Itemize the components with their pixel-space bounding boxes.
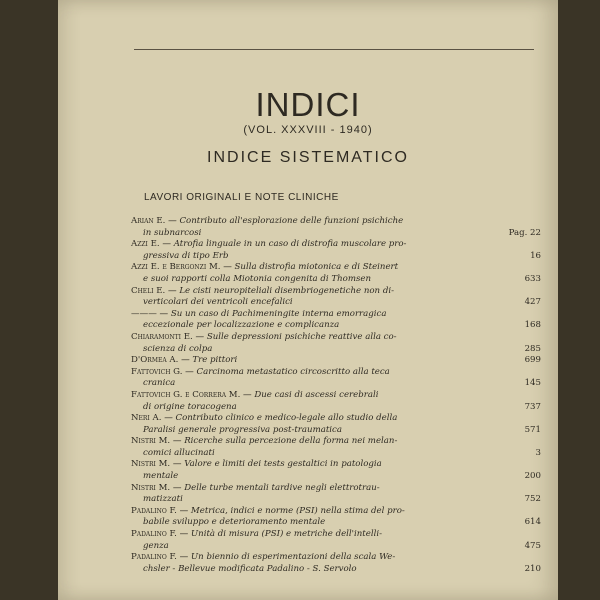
- entry-title: — Unità di misura (PSI) e metriche dell'intelli-: [176, 529, 383, 540]
- page-title: INDICI: [255, 86, 361, 123]
- entry-line-1: [131, 286, 507, 298]
- index-subtitle: INDICE SISTEMATICO: [207, 149, 409, 166]
- entry-line-1: [131, 309, 507, 321]
- entry-title-continuation: verticolari dei ventricoli encefalici: [143, 297, 293, 308]
- index-entry: [131, 216, 541, 239]
- index-entry: [131, 506, 541, 529]
- index-entry: [131, 459, 541, 482]
- entry-title: — Su un caso di Pachimeningite interna emorragica: [156, 308, 387, 319]
- entry-page-number: 3: [535, 447, 541, 458]
- entry-author: Padalino F.: [131, 505, 177, 516]
- entry-title: — Delle turbe mentali tardive negli elettrotrau-: [170, 482, 380, 493]
- entry-title: — Sulla distrofia miotonica e di Steinert: [220, 262, 399, 273]
- entry-line-1: [131, 413, 507, 425]
- entry-line-1: [131, 459, 507, 471]
- entry-line-1: [131, 216, 507, 228]
- entry-page-number: 752: [524, 494, 541, 505]
- entry-author: Fattovich G.: [131, 366, 183, 377]
- entry-page-number: 16: [530, 250, 541, 261]
- entry-page-number: 145: [524, 378, 541, 389]
- entry-title: — Carcinoma metastatico circoscritto alla teca: [182, 366, 390, 377]
- entry-title: — Sulle depressioni psichiche reattive alla co-: [192, 331, 397, 342]
- index-entry: [131, 436, 541, 459]
- index-entry: [131, 483, 541, 506]
- entry-title: — Atrofia linguale in un caso di distrofia muscolare pro-: [159, 239, 407, 250]
- entry-page-number: 633: [524, 273, 541, 284]
- entry-title-continuation: mentale: [143, 471, 179, 482]
- entry-page-number: 737: [524, 401, 541, 412]
- entry-author: Nistri M.: [131, 436, 171, 447]
- entry-line-1: [131, 529, 507, 541]
- entry-line-1: [131, 239, 507, 251]
- entry-author: Azzi E. e Bergonzi M.: [131, 262, 221, 273]
- entry-author: Chiaramonti E.: [131, 331, 193, 342]
- index-entry: [131, 309, 541, 332]
- entry-page-number: 427: [524, 297, 541, 308]
- index-entry: [131, 367, 541, 390]
- entry-title-continuation: in subnarcosi: [143, 227, 202, 238]
- entry-line-1: [131, 552, 507, 564]
- index-entry: [131, 390, 541, 413]
- entry-title-continuation: scienza di colpa: [143, 343, 213, 354]
- entry-title-continuation: cranica: [143, 378, 176, 389]
- index-entry: [131, 332, 541, 355]
- entry-title: — Le cisti neuropiteliali disembriogenetiche non di-: [165, 285, 394, 296]
- entry-author: Cheli E.: [131, 285, 166, 296]
- entry-title-continuation: Paralisi generale progressiva post-traumatica: [143, 424, 342, 435]
- index-entry: [131, 239, 541, 262]
- entry-page-number: 571: [524, 424, 541, 435]
- entry-author: Nistri M.: [131, 482, 171, 493]
- entry-line-1: [131, 262, 507, 274]
- entry-title: — Tre pittori: [178, 355, 238, 366]
- entry-line-1: [131, 332, 507, 344]
- entry-title: — Contributo all'esplorazione delle funzioni psichiche: [165, 216, 404, 226]
- entry-title-continuation: genza: [143, 540, 169, 551]
- entry-title: — Ricerche sulla percezione della forma nei melan-: [170, 436, 398, 447]
- top-rule: [134, 49, 534, 50]
- index-entry: [131, 262, 541, 285]
- entry-page-number: 210: [524, 563, 541, 574]
- index-entry: [131, 286, 541, 309]
- entry-author: Padalino F.: [131, 529, 177, 540]
- entry-title: — Due casi di ascessi cerebrali: [240, 389, 379, 400]
- entry-page-number: 200: [524, 471, 541, 482]
- entry-title-continuation: e suoi rapporti colla Miotonia congenita di Thomsen: [143, 273, 371, 284]
- entry-author: Nistri M.: [131, 459, 171, 470]
- entry-author: Azzi E.: [131, 239, 160, 250]
- entry-line-1: [131, 367, 507, 379]
- entry-page-number: 285: [524, 343, 541, 354]
- entry-author: Fattovich G. e Correra M.: [131, 389, 241, 400]
- entry-line-1: [131, 436, 507, 448]
- entry-title-continuation: babile sviluppo e deterioramento mentale: [143, 517, 326, 528]
- book-page: [58, 0, 558, 600]
- entry-page-number: 168: [524, 320, 541, 331]
- entry-author: D'Ormea A.: [131, 355, 179, 366]
- index-entry: [131, 529, 541, 552]
- entry-line-1: [131, 355, 507, 367]
- entry-title-continuation: comici allucinati: [143, 447, 215, 458]
- entry-author: Neri A.: [131, 413, 162, 424]
- entry-page-number: 614: [524, 517, 541, 528]
- index-entry: [131, 413, 541, 436]
- entry-author: ———: [131, 308, 157, 319]
- entry-title-continuation: di origine toracogena: [143, 401, 237, 412]
- entry-line-1: [131, 390, 507, 402]
- entry-author: Padalino F.: [131, 552, 177, 563]
- entry-author: Arian E.: [131, 216, 166, 226]
- entry-title: — Valore e limiti dei tests gestaltici in patologia: [170, 459, 382, 470]
- entry-title: — Contributo clinico e medico-legale allo studio della: [161, 413, 398, 424]
- entry-line-1: [131, 506, 507, 518]
- entry-title-continuation: chsler - Bellevue modificata Padalino - S. Servolo: [143, 563, 357, 574]
- entry-line-1: [131, 483, 507, 495]
- entry-title: — Un biennio di esperimentazioni della scala We-: [176, 552, 396, 563]
- entry-title-continuation: matizzati: [143, 494, 183, 505]
- entry-page-number: 475: [524, 540, 541, 551]
- index-entry: [131, 552, 541, 575]
- entry-page-number: Pag. 22: [508, 227, 541, 238]
- index-entry: [131, 355, 541, 367]
- entry-page-number: 699: [524, 355, 541, 366]
- entry-title: — Metrica, indici e norme (PSI) nella stima del pro-: [176, 505, 405, 516]
- entry-title-continuation: eccezionale per localizzazione e complicanza: [143, 320, 340, 331]
- volume-label: (VOL. XXXVIII - 1940): [243, 124, 373, 136]
- section-heading: LAVORI ORIGINALI E NOTE CLINICHE: [144, 192, 339, 203]
- entry-title-continuation: gressiva di tipo Erb: [143, 250, 229, 261]
- index-entries: [131, 216, 541, 575]
